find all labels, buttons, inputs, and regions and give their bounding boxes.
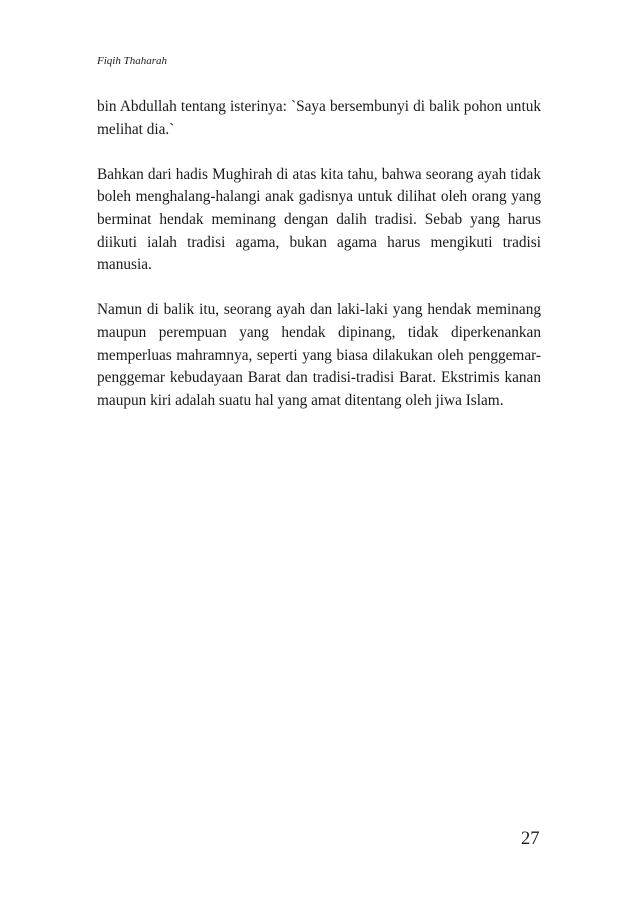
page-number: 27 <box>521 829 540 849</box>
running-header-title: Fiqih Thaharah <box>97 55 167 67</box>
body-text <box>97 96 541 435</box>
paragraph-1: bin Abdullah tentang isterinya: `Saya bersembunyi di balik pohon untuk melihat dia.` <box>97 98 541 138</box>
paragraph-2: Bahkan dari hadis Mughirah di atas kita tahu, bahwa seorang ayah tidak boleh menghalang-halangi anak gadisnya untuk dilihat oleh orang yang berminat hendak meminang dengan dalih tradisi. Sebab yang harus diikuti ialah tradisi agama, bukan agama harus mengikuti tradisi manusia. <box>97 165 541 274</box>
paragraph-3: Namun di balik itu, seorang ayah dan laki-laki yang hendak meminang maupun perempuan yang hendak dipinang, tidak diperkenankan memperluas mahramnya, seperti yang biasa dilakukan oleh penggemar-penggemar kebudayaan Barat dan tradisi-tradisi Barat. Ekstrimis kanan maupun kiri adalah suatu hal yang amat ditentang oleh jiwa Islam. <box>97 301 541 409</box>
